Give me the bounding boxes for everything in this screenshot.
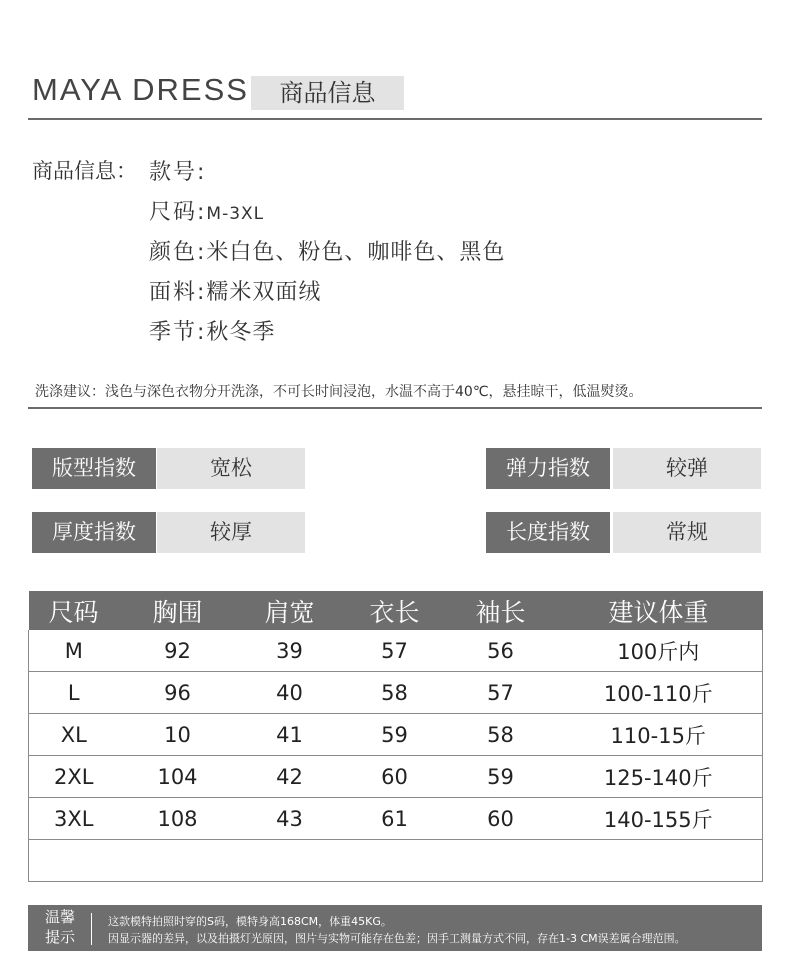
info-value: 秋冬季 <box>206 320 276 345</box>
info-key: 面料: <box>149 280 207 305</box>
table-cell: 58 <box>343 672 447 714</box>
index-label-fit: 版型指数 <box>32 448 156 489</box>
table-cell <box>119 840 237 882</box>
index-value-length: 常规 <box>613 512 761 553</box>
table-cell <box>447 840 555 882</box>
info-key: 颜色: <box>149 240 207 265</box>
info-value: M-3XL <box>206 204 265 224</box>
info-key: 款号: <box>149 160 207 185</box>
info-row-season <box>149 315 275 346</box>
table-cell: 104 <box>119 756 237 798</box>
index-label-thickness: 厚度指数 <box>32 512 156 553</box>
table-cell: 42 <box>237 756 343 798</box>
section-tag: 商品信息 <box>251 76 404 110</box>
table-cell: 100-110斤 <box>555 672 763 714</box>
table-cell: 60 <box>447 798 555 840</box>
table-row <box>29 756 763 798</box>
table-cell <box>343 840 447 882</box>
info-value: 米白色、粉色、咖啡色、黑色 <box>206 240 506 265</box>
index-value-stretch: 较弹 <box>613 448 761 489</box>
table-row <box>29 798 763 840</box>
table-row <box>29 672 763 714</box>
brand-title: MAYA DRESS <box>32 72 249 107</box>
notice-heading-line2: 提示 <box>44 928 75 946</box>
table-cell: 40 <box>237 672 343 714</box>
info-row-color <box>149 235 505 266</box>
info-row-style-no <box>149 155 206 186</box>
table-cell: 96 <box>119 672 237 714</box>
table-cell: 57 <box>447 672 555 714</box>
table-cell: 2XL <box>29 756 119 798</box>
table-row <box>29 630 763 672</box>
notice-heading-line1: 温馨 <box>44 908 75 926</box>
table-cell: 59 <box>343 714 447 756</box>
table-cell: 108 <box>119 798 237 840</box>
column-header: 胸围 <box>119 591 237 630</box>
info-key: 尺码: <box>149 200 207 225</box>
notice-footer <box>28 905 762 951</box>
table-cell <box>555 840 763 882</box>
index-value-fit: 宽松 <box>157 448 305 489</box>
index-label-length: 长度指数 <box>486 512 610 553</box>
table-cell: 56 <box>447 630 555 672</box>
table-row <box>29 714 763 756</box>
notice-line-2: 因显示器的差异，以及拍摄灯光原因，图片与实物可能存在色差；因手工测量方式不同，存在1-3 CM误差属合理范围。 <box>108 932 686 945</box>
column-header: 建议体重 <box>555 591 763 630</box>
table-cell: 57 <box>343 630 447 672</box>
column-header: 袖长 <box>447 591 555 630</box>
table-cell <box>237 840 343 882</box>
table-cell: 61 <box>343 798 447 840</box>
table-cell: 43 <box>237 798 343 840</box>
info-row-fabric <box>149 275 321 306</box>
column-header: 尺码 <box>29 591 119 630</box>
table-header-row <box>29 591 763 630</box>
notice-heading <box>42 907 78 947</box>
index-value-thickness: 较厚 <box>157 512 305 553</box>
table-cell: 125-140斤 <box>555 756 763 798</box>
info-label: 商品信息： <box>32 159 137 183</box>
table-cell: XL <box>29 714 119 756</box>
table-cell: 58 <box>447 714 555 756</box>
table-cell: 140-155斤 <box>555 798 763 840</box>
info-row-size <box>149 195 264 226</box>
column-header: 衣长 <box>343 591 447 630</box>
table-cell: 60 <box>343 756 447 798</box>
care-instructions: 洗涤建议：浅色与深色衣物分开洗涤，不可长时间浸泡，水温不高于40℃，悬挂晾干，低温熨烫。 <box>35 384 643 400</box>
table-cell: 39 <box>237 630 343 672</box>
table-cell: M <box>29 630 119 672</box>
notice-divider <box>91 913 92 945</box>
table-cell: 110-15斤 <box>555 714 763 756</box>
table-row-empty <box>29 840 763 882</box>
size-chart-table <box>28 591 763 882</box>
header-divider <box>28 118 762 120</box>
table-cell: L <box>29 672 119 714</box>
info-value: 糯米双面绒 <box>206 280 322 305</box>
notice-line-1: 这款模特拍照时穿的S码，模特身高168CM，体重45KG。 <box>108 915 392 928</box>
column-header: 肩宽 <box>237 591 343 630</box>
info-key: 季节: <box>149 320 207 345</box>
index-label-stretch: 弹力指数 <box>486 448 610 489</box>
table-cell: 92 <box>119 630 237 672</box>
table-cell: 100斤内 <box>555 630 763 672</box>
table-cell: 41 <box>237 714 343 756</box>
care-divider <box>28 407 762 409</box>
table-cell: 59 <box>447 756 555 798</box>
table-cell: 10 <box>119 714 237 756</box>
table-cell: 3XL <box>29 798 119 840</box>
table-cell <box>29 840 119 882</box>
